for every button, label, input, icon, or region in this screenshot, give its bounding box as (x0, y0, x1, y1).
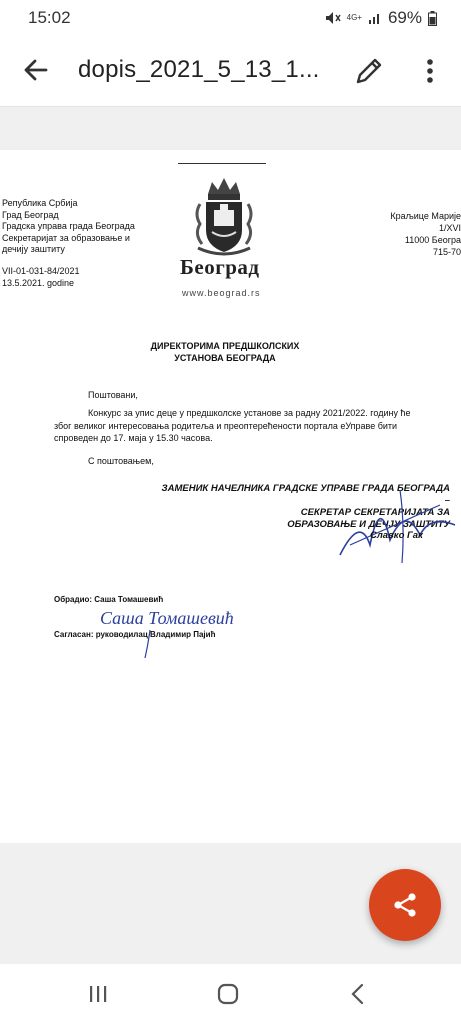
sender-line: Секретаријат за образовање и (2, 232, 130, 243)
battery-percent: 69% (387, 8, 422, 27)
header-rule (178, 163, 266, 164)
signer-line: ЗАМЕНИК НАЧЕЛНИКА ГРАДСКЕ УПРАВЕ ГРАДА БЕОГРАДА – (161, 483, 450, 506)
reference-block (2, 265, 80, 289)
sender-block (2, 198, 135, 256)
network-type: 4G+ (346, 13, 362, 22)
recipient-block (140, 340, 310, 364)
status-icons (325, 8, 437, 28)
document-title: dopis_2021_5_13_1... (78, 56, 320, 83)
signer-line: СЕКРЕТАР СЕКРЕТАРИЈАТА ЗА (300, 507, 450, 518)
logo-url: www.beograd.rs (182, 288, 261, 298)
mute-icon (325, 11, 341, 25)
status-time: 15:02 (28, 8, 71, 27)
closing: С поштовањем, (88, 456, 154, 466)
document-page[interactable] (0, 150, 461, 843)
signer-name: Славко Гак (370, 530, 423, 541)
logo-wordmark: Београд (180, 255, 260, 279)
greeting: Поштовани, (88, 390, 138, 400)
recipient-line: ДИРЕКТОРИМА ПРЕДШКОЛСКИХ (150, 341, 300, 351)
system-nav-bar (0, 964, 461, 1024)
more-vert-icon[interactable] (418, 54, 442, 88)
sender-line: дечију заштиту (2, 244, 65, 254)
app-bar (0, 36, 461, 107)
signal-icon (368, 11, 382, 25)
reference-date: 13.5.2021. godine (2, 278, 75, 288)
sender-line: Градска управа града Београда (2, 221, 135, 231)
document-content (0, 150, 461, 843)
back-icon[interactable] (338, 978, 378, 1010)
share-icon (391, 891, 419, 919)
belgrade-coat-of-arms-logo (178, 174, 270, 299)
recent-apps-icon[interactable] (78, 978, 118, 1010)
signature-scribble (330, 485, 460, 565)
battery-icon (428, 11, 437, 26)
reference-number: VII-01-031-84/2021 (2, 266, 80, 276)
home-icon[interactable] (208, 978, 248, 1010)
status-bar (0, 0, 461, 36)
signer-line: ОБРАЗОВАЊЕ И ДЕЧЈУ ЗАШТИТУ (287, 519, 450, 530)
address-line: 11000 Београ (404, 235, 461, 245)
prepared-by: Обрадио: Саша Томашевић (54, 595, 164, 604)
body-paragraph: Конкурс за упис деце у предшколске установе за радну 2021/2022. годину ће због великог интересовања родитеља и преоптерећености портала еУправе бити спроведен до 17. маја у 15.30 часова. (54, 408, 411, 443)
back-arrow-icon[interactable] (18, 52, 54, 88)
sender-line: Република Србија (2, 198, 78, 208)
svg-text:Саша Томашевић: Саша Томашевић (100, 608, 234, 628)
address-line: 715-70 (432, 247, 461, 257)
edit-pencil-icon[interactable] (352, 54, 386, 88)
share-button[interactable] (369, 869, 441, 941)
recipient-line: УСТАНОВА БЕОГРАДА (174, 353, 276, 363)
approved-by: Сагласан: руководилац Владимир Пајић (54, 630, 216, 639)
address-block (369, 210, 461, 258)
address-line: Краљице Марије 1/XVI (390, 211, 461, 233)
sender-line: Град Београд (2, 209, 59, 220)
